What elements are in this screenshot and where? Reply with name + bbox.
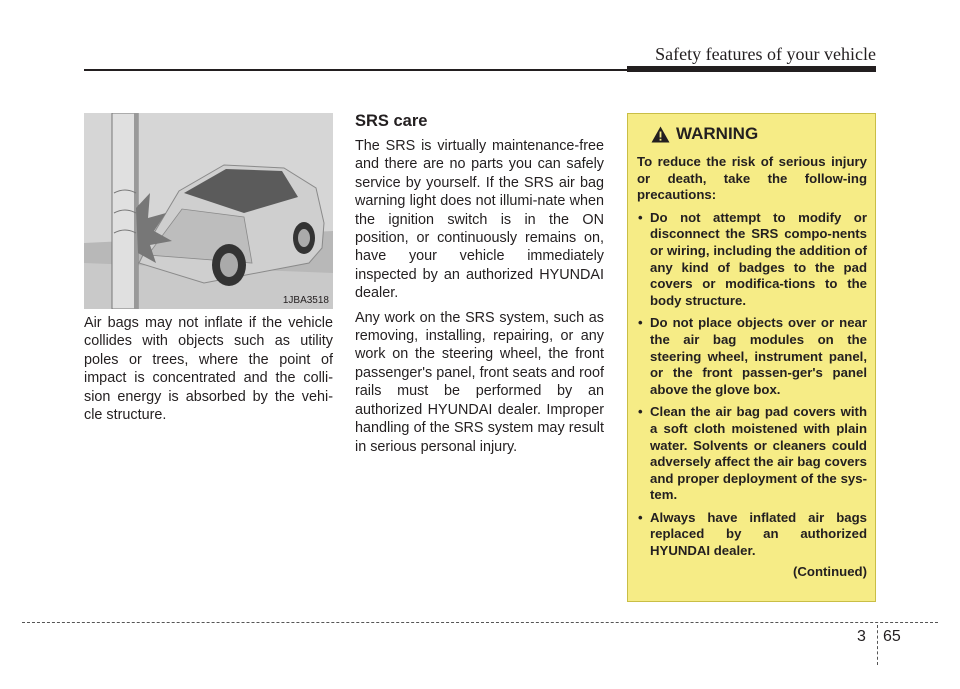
warning-intro: To reduce the risk of serious injury or death, take the follow-ing precautions: xyxy=(637,154,867,203)
warning-box xyxy=(627,113,876,602)
car-crash-illustration xyxy=(84,113,333,309)
illustration-svg xyxy=(84,113,333,309)
warning-list xyxy=(637,210,867,560)
srs-care-section xyxy=(355,111,604,462)
header-bar xyxy=(627,66,876,72)
section-title: Safety features of your vehicle xyxy=(655,44,876,64)
warning-item: • Clean the air bag pad covers with a soft cloth moistened with plain water. Solvents or cleaners could adversely affect the air bag covers and proper deployment of the sys-tem. xyxy=(637,404,867,504)
figure-code: 1JBA3518 xyxy=(282,295,329,306)
warning-item: • Do not attempt to modify or disconnect the SRS compo-nents or wiring, including the addition of any kind of badges to the pad covers or modifica-tions to the body structure. xyxy=(637,210,867,310)
warning-item: • Do not place objects over or near the air bag modules on the steering wheel, instrument panel, or the front passen-ger's panel above the glove box. xyxy=(637,315,867,398)
paragraph: Any work on the SRS system, such as removing, installing, repairing, or any work on the steering wheel, the front passenger's panel, front seats and roof rails must be performed by an authorized HYUNDAI dealer. Improper handling of the SRS system may result in serious personal injury. xyxy=(355,309,604,455)
footer-dashed-line xyxy=(22,622,938,623)
warning-item: • Always have inflated air bags replaced by an authorized HYUNDAI dealer. xyxy=(637,510,867,560)
warning-header xyxy=(651,122,867,146)
warning-title: WARNING xyxy=(676,124,759,143)
warning-triangle-icon xyxy=(651,126,670,143)
paragraph: The SRS is virtually maintenance-free and there are no parts you can safely service by yourself. If the SRS air bag warning light does not illumi-nate when the ignition switch is in the ON position, or continuously remains on, have your vehicle immediately inspected by an authorized HYUNDAI dealer. xyxy=(355,138,604,302)
chapter-number: 3 xyxy=(857,628,866,645)
section-heading: SRS care xyxy=(355,112,428,130)
continued-label: (Continued) xyxy=(793,563,867,579)
page-number: 65 xyxy=(883,628,901,645)
footer-divider xyxy=(877,625,878,665)
figure-caption: Air bags may not inflate if the vehicle collides with objects such as utility poles or trees, where the point of impact is concentrated and the colli-sion energy is absorbed by the vehi-cle structure. xyxy=(84,315,333,424)
